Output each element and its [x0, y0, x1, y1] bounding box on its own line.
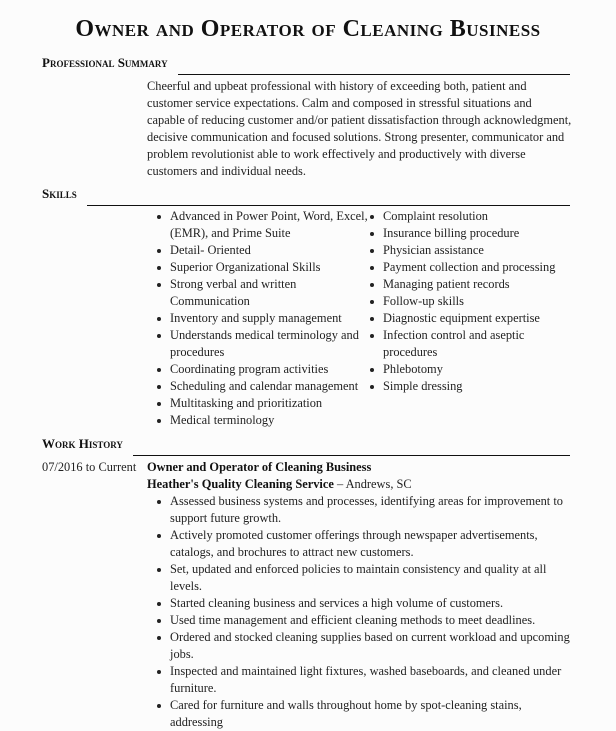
job-company: Heather's Quality Cleaning Service — [147, 477, 334, 491]
list-item: Cared for furniture and walls throughout home by spot-cleaning stains, addressing — [170, 697, 577, 731]
divider — [133, 455, 570, 456]
skills-list — [155, 208, 573, 429]
job-title: Owner and Operator of Cleaning Business — [147, 460, 372, 474]
section-heading: Professional Summary — [42, 55, 168, 70]
summary-text: Cheerful and upbeat professional with history of exceeding both, patient and customer service expectations. Calm and composed in stressful situations and capable of reducing customer and/or patient dissatisfaction through acknowledgment, decisive communication and focused solutions. Strong presenter, communicator and problem revolutionist able to work effectively and productively with diverse customers and individual needs. — [147, 79, 572, 178]
list-item: Managing patient records — [383, 276, 573, 293]
job-location: – Andrews, SC — [333, 477, 412, 491]
resume-title: Owner and Operator of Cleaning Business — [75, 16, 541, 42]
divider — [87, 205, 570, 206]
section-header-work — [42, 436, 570, 452]
list-item: Actively promoted customer offerings through newspaper advertisements, catalogs, and brochures to attract new customers. — [170, 527, 577, 561]
list-item: Assessed business systems and processes, identifying areas for improvement to support future growth. — [170, 493, 577, 527]
job-entry — [147, 459, 577, 731]
list-item: Advanced in Power Point, Word, Excel, (EMR), and Prime Suite — [170, 209, 368, 240]
job-dates: 07/2016 to Current — [42, 460, 137, 474]
job-bullets — [147, 493, 577, 731]
list-item: Infection control and aseptic procedures — [383, 327, 573, 361]
section-heading: Skills — [42, 186, 77, 201]
section-heading: Work History — [42, 436, 123, 451]
skills-column-2 — [368, 208, 573, 429]
list-item: Ordered and stocked cleaning supplies based on current workload and upcoming jobs. — [170, 629, 577, 663]
section-header-skills — [42, 186, 570, 202]
list-item: Started cleaning business and services a high volume of customers. — [170, 595, 577, 612]
section-header-summary — [42, 55, 570, 71]
list-item: Superior Organizational Skills — [170, 259, 368, 276]
list-item: Inventory and supply management — [170, 310, 368, 327]
list-item: Physician assistance — [383, 242, 573, 259]
divider — [178, 74, 570, 75]
list-item: Multitasking and prioritization — [170, 395, 368, 412]
list-item: Inspected and maintained light fixtures, washed baseboards, and cleaned under furniture. — [170, 663, 577, 697]
list-item: Diagnostic equipment expertise — [383, 310, 573, 327]
list-item: Coordinating program activities — [170, 361, 368, 378]
list-item: Simple dressing — [383, 378, 573, 395]
skills-column-1 — [155, 208, 368, 429]
list-item: Insurance billing procedure — [383, 225, 573, 242]
list-item: Medical terminology — [170, 412, 368, 429]
list-item: Strong verbal and written Communication — [170, 276, 368, 310]
list-item: Detail- Oriented — [170, 242, 368, 259]
list-item: Scheduling and calendar management — [170, 378, 368, 395]
list-item: Set, updated and enforced policies to maintain consistency and quality at all levels. — [170, 561, 577, 595]
list-item: Phlebotomy — [383, 361, 573, 378]
list-item: Follow-up skills — [383, 293, 573, 310]
list-item: Understands medical terminology and procedures — [170, 327, 368, 361]
list-item: Used time management and efficient cleaning methods to meet deadlines. — [170, 612, 577, 629]
list-item: Payment collection and processing — [383, 259, 573, 276]
list-item: Complaint resolution — [383, 208, 573, 225]
